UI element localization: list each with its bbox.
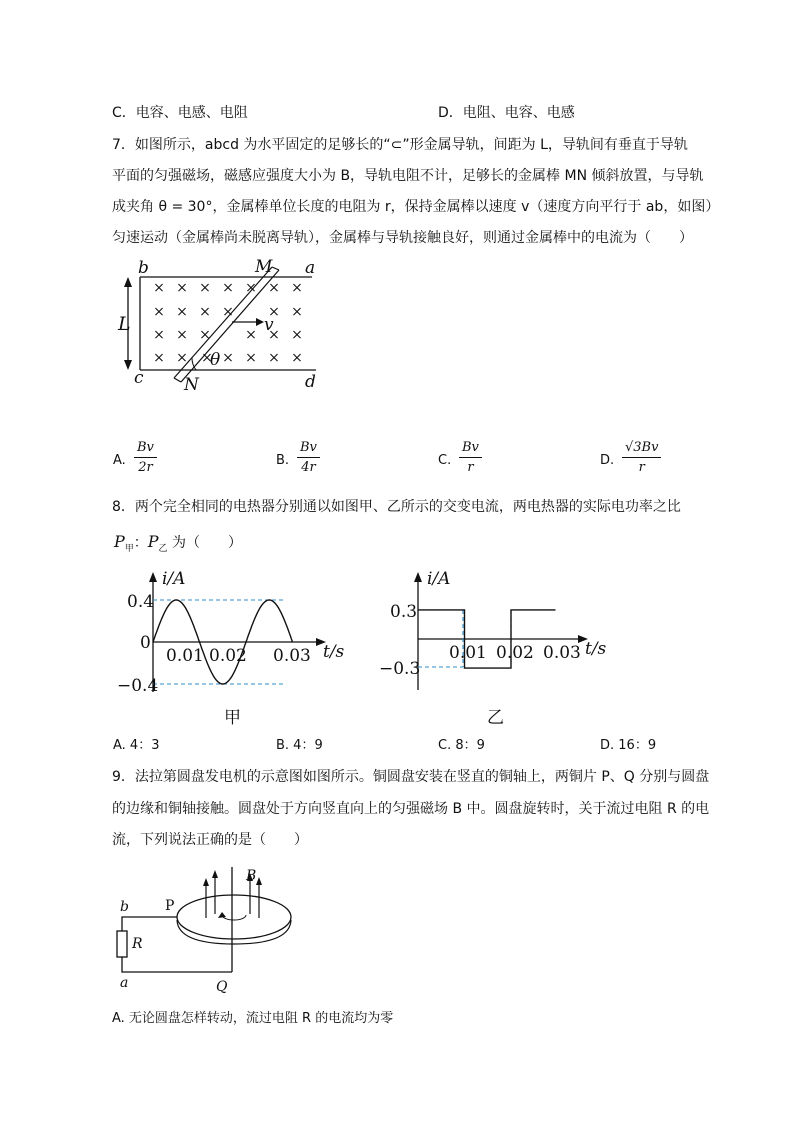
q7-text-line-3: 成夹角 θ = 30°，金属棒单位长度的电阻为 r，保持金属棒以速度 v（速度方向平行于 ab，如图） [112, 199, 720, 215]
jia-x-tick-0.03: 0.03 [273, 646, 311, 666]
jia-x-tick-0.02: 0.02 [209, 646, 247, 666]
q8-text-line-1: 8．两个完全相同的电热器分别通以如图甲、乙所示的交变电流，两电热器的实际电功率之比 [112, 499, 681, 515]
field-cross: × [245, 350, 257, 366]
field-cross: × [268, 304, 280, 320]
label-c: c [134, 368, 144, 388]
yi-caption: 乙 [487, 708, 504, 728]
yi-x-tick-0.02: 0.02 [496, 643, 534, 663]
q7-option-b-label: B. [276, 453, 290, 468]
q7-option-b-fraction: $\frac{Bv}{4r}$ [297, 440, 320, 476]
q7-option-a-label: A. [113, 453, 126, 468]
field-cross: × [245, 327, 257, 343]
resistor-r [117, 931, 127, 957]
label-n: N [184, 375, 199, 395]
field-cross: × [176, 327, 188, 343]
q8-option-c: C. 8：9 [438, 738, 485, 753]
label-b: b [138, 258, 149, 278]
q9-text-line-2: 的边缘和铜轴接触。圆盘处于方向竖直向上的匀强磁场 B 中。圆盘旋转时，关于流过电阻 R 的电 [112, 801, 710, 817]
field-cross: × [222, 280, 234, 296]
label-b-field: B [246, 868, 257, 884]
yi-x-tick-0.03: 0.03 [543, 643, 581, 663]
q7-option-c-fraction: $\frac{Bv}{r}$ [459, 440, 482, 476]
field-cross: × [291, 280, 303, 296]
copper-disc [177, 895, 291, 939]
field-cross: × [199, 280, 211, 296]
field-cross: × [176, 350, 188, 366]
q7-option-a-fraction: $\frac{Bv}{2r}$ [134, 440, 157, 476]
label-r: R [132, 936, 143, 952]
label-q: Q [216, 979, 228, 995]
field-cross: × [291, 304, 303, 320]
yi-y-tick-minus-0.3: −0.3 [379, 659, 421, 679]
q7-option-c-label: C. [438, 453, 452, 468]
q6-option-c: C．电容、电感、电阻 [112, 105, 248, 121]
label-l: L [118, 313, 131, 335]
field-cross: × [291, 350, 303, 366]
field-cross: × [268, 280, 280, 296]
field-cross: × [199, 327, 211, 343]
field-cross: × [153, 350, 165, 366]
jia-x-tick-0.01: 0.01 [166, 646, 204, 666]
jia-y-tick-minus-0.4: −0.4 [117, 676, 159, 696]
label-p: P [165, 898, 175, 914]
label-theta: θ [210, 350, 221, 370]
jia-origin-label: 0 [140, 633, 151, 653]
field-cross: × [153, 327, 165, 343]
q7-text-line-4: 匀速运动（金属棒尚未脱离导轨），金属棒与导轨接触良好，则通过金属棒中的电流为（ ） [112, 230, 693, 246]
field-cross: × [153, 304, 165, 320]
field-cross: × [222, 304, 234, 320]
jia-y-label: i/A [162, 569, 186, 589]
yi-x-tick-0.01: 0.01 [449, 643, 487, 663]
field-cross: × [268, 350, 280, 366]
label-b: b [120, 899, 129, 915]
q7-text-line-2: 平面的匀强磁场，磁感应强度大小为 B，导轨电阻不计，足够长的金属棒 MN 倾斜放置，与导轨 [112, 168, 704, 184]
jia-x-label: t/s [323, 642, 345, 662]
label-a: a [305, 258, 316, 278]
field-cross: × [176, 280, 188, 296]
field-cross: × [245, 280, 257, 296]
q9-text-line-1: 9．法拉第圆盘发电机的示意图如图所示。铜圆盘安装在竖直的铜轴上，两铜片 P、Q 分别与圆盘 [112, 769, 710, 785]
jia-y-tick-0.4: 0.4 [127, 592, 155, 612]
jia-caption: 甲 [224, 708, 241, 728]
q8-text-line-2: $P_甲$：$P_乙$ 为（ ） [114, 532, 243, 554]
field-cross: × [268, 327, 280, 343]
q9-option-a: A. 无论圆盘怎样转动，流过电阻 R 的电流均为零 [112, 1011, 394, 1026]
field-cross: × [291, 327, 303, 343]
q8-option-a: A. 4：3 [113, 738, 160, 753]
q8-option-b: B. 4：9 [276, 738, 323, 753]
yi-x-label: t/s [585, 639, 607, 659]
field-cross: × [199, 304, 211, 320]
q9-text-line-3: 流，下列说法正确的是（ ） [112, 832, 308, 848]
q7-option-d-fraction: $\frac{√3Bv}{r}$ [622, 440, 661, 476]
q7-text-line-1: 7．如图所示，abcd 为水平固定的足够长的“⊂”形金属导轨，间距为 L，导轨间有垂直于导轨 [112, 137, 688, 153]
field-cross: × [153, 280, 165, 296]
q8-option-d: D. 16：9 [600, 738, 657, 753]
q7-option-d-label: D. [600, 453, 615, 468]
label-m: M [255, 257, 273, 277]
yi-y-tick-0.3: 0.3 [390, 602, 418, 622]
field-cross: × [201, 350, 213, 366]
q6-option-d: D．电阻、电容、电感 [438, 105, 575, 121]
field-cross: × [176, 304, 188, 320]
label-a: a [120, 975, 129, 991]
field-cross: × [222, 350, 234, 366]
yi-y-label: i/A [427, 569, 451, 589]
label-v: v [264, 315, 274, 335]
label-d: d [305, 372, 316, 392]
